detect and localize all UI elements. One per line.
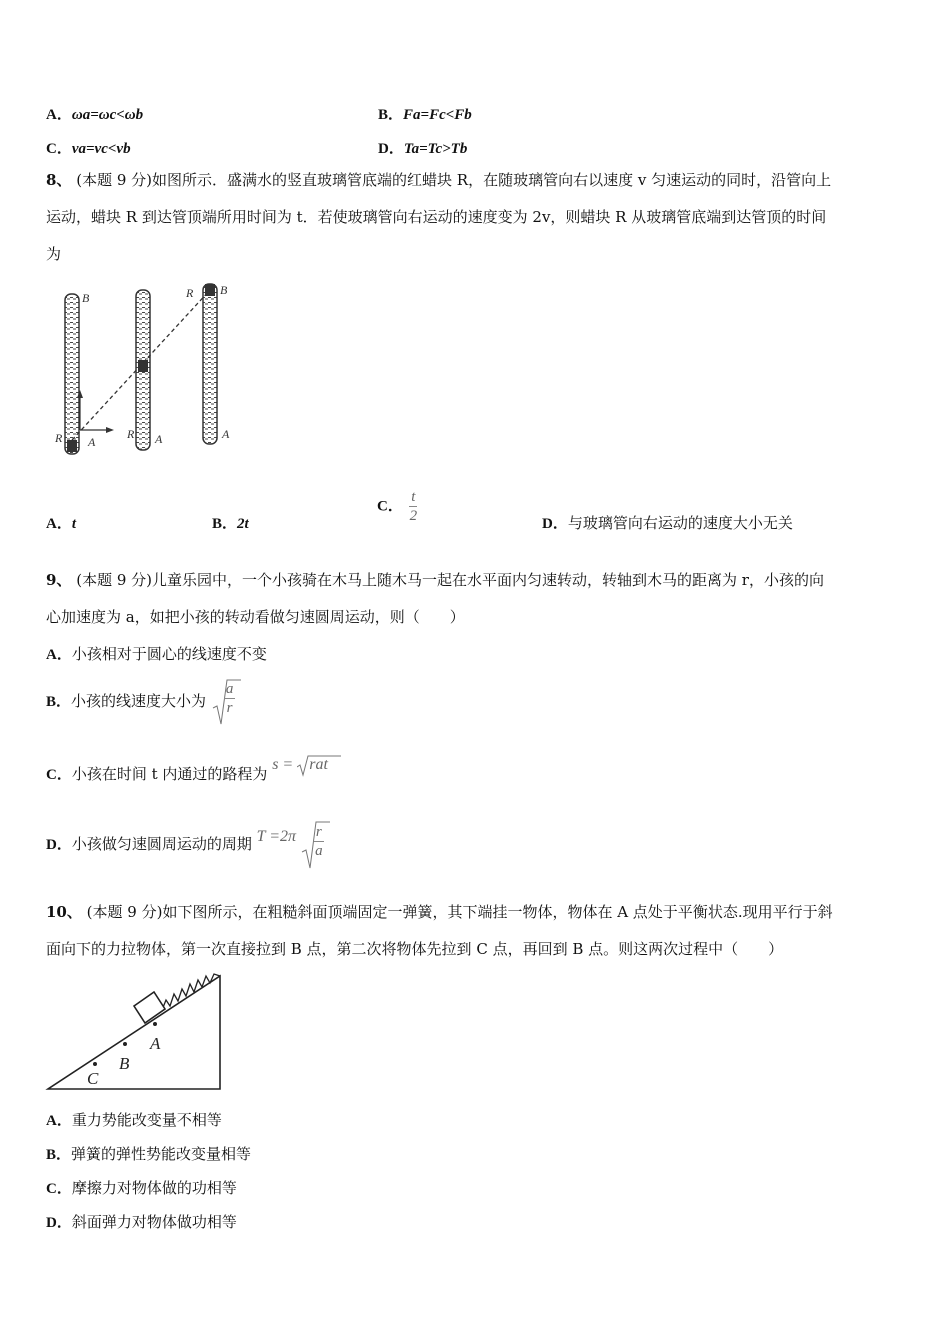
q9-option-c[interactable]: C．小孩在时间 t 内通过的路程为 s = rat (46, 763, 328, 784)
q8-line-3: 为 (46, 245, 62, 263)
q8-option-c[interactable]: C． $\frac{t}{2}$ (377, 489, 418, 524)
label-b3: B (220, 283, 228, 297)
q8-line-2: 运动，蜡块 R 到达管顶端所用时间为 t．若使玻璃管向右运动的速度变为 2v，则蜡块 R 从玻璃管底端到达管顶的时间 (46, 208, 827, 226)
q10-figure-incline-spring (44, 970, 228, 1094)
label-c: C (87, 1069, 99, 1088)
label-r3: R (186, 286, 194, 300)
tube-2 (136, 290, 150, 450)
q7-option-d[interactable]: D．Ta=Tc>Tb (378, 141, 468, 157)
q8-figure-glass-tubes (52, 280, 252, 460)
q8-option-b[interactable]: B．2t (212, 516, 249, 532)
label-a1: A (88, 435, 96, 449)
q10-line-1: 10、 (本题 9 分)如下图所示，在粗糙斜面顶端固定一弹簧，其下端挂一物体，物体在 A 点处于平衡状态.现用平行于斜 (46, 903, 833, 921)
q10-option-b[interactable]: B．弹簧的弹性势能改变量相等 (46, 1145, 252, 1163)
q8-option-d[interactable]: D．与玻璃管向右运动的速度大小无关 (542, 514, 793, 532)
tube-1 (65, 294, 79, 454)
label-b1: B (82, 291, 90, 305)
q8-stem (46, 162, 904, 273)
q10-line-2: 面向下的力拉物体，第一次直接拉到 B 点，第二次将物体先拉到 C 点，再回到 B 点。则这两次过程中（ ） (46, 940, 784, 958)
q7-option-a[interactable]: A．ωa=ωc<ωb (46, 107, 144, 123)
spring (162, 974, 220, 1010)
tube-3 (203, 284, 217, 444)
q8-option-a[interactable]: A．t (46, 516, 77, 532)
q9-option-d[interactable]: D．小孩做匀速圆周运动的周期 T =2π $\frac{r}{a}$ (46, 820, 330, 870)
q9-option-d-sqrt: $\frac{r}{a}$ (300, 820, 330, 870)
label-a: A (150, 1034, 161, 1053)
q9-option-a[interactable]: A．小孩相对于圆心的线速度不变 (46, 645, 267, 663)
q8-line-1: 8、 (本题 9 分)如图所示．盛满水的竖直玻璃管底端的红蜡块 R，在随玻璃管向右以速度 v 匀速运动的同时，沿管向上 (46, 171, 832, 189)
block (134, 992, 165, 1023)
q9-option-c-formula: s = rat (272, 756, 328, 773)
q10-option-a[interactable]: A．重力势能改变量不相等 (46, 1111, 222, 1129)
label-r1: R (55, 431, 63, 445)
label-b: B (119, 1054, 130, 1073)
q9-line-1: 9、 (本题 9 分)儿童乐园中，一个小孩骑在木马上随木马一起在水平面内匀速转动，转轴到木马的距离为 r，小孩的向 (46, 571, 824, 589)
q9-option-b-sqrt: $\frac{a}{r}$ (211, 678, 241, 726)
q10-option-d[interactable]: D．斜面弹力对物体做功相等 (46, 1213, 237, 1231)
q9-line-2: 心加速度为 a，如把小孩的转动看做匀速圆周运动，则（ ） (46, 608, 465, 626)
q9-option-b[interactable]: B．小孩的线速度大小为 $\frac{a}{r}$ (46, 678, 241, 726)
q9-stem (46, 562, 904, 636)
q10-option-c[interactable]: C．摩擦力对物体做的功相等 (46, 1179, 237, 1197)
q10-stem (46, 894, 904, 968)
label-r2: R (127, 427, 135, 441)
q7-option-b[interactable]: B．Fa=Fc<Fb (378, 107, 472, 123)
q9-option-d-formula: T =2π (256, 828, 297, 845)
q8-option-c-fraction: $\frac{t}{2}$ (409, 489, 418, 524)
label-a3: A (222, 427, 230, 441)
label-a2: A (155, 432, 163, 446)
q7-option-c[interactable]: C．va=vc<vb (46, 141, 131, 157)
